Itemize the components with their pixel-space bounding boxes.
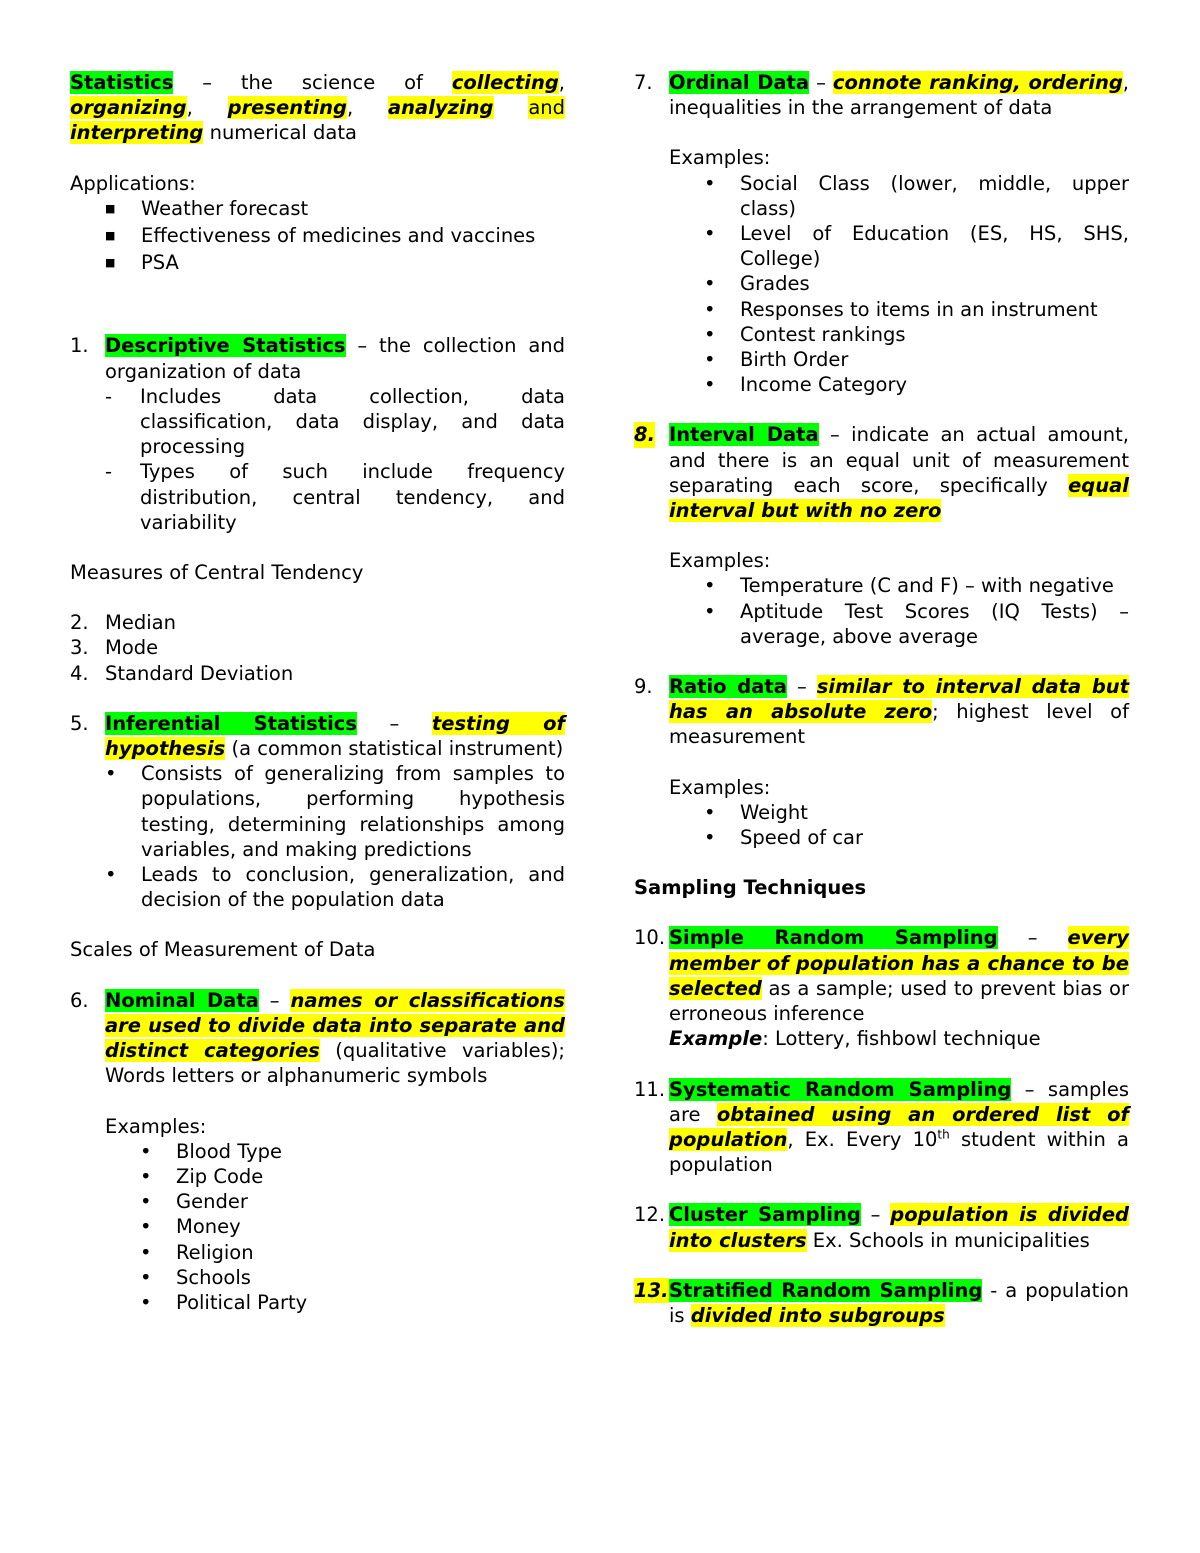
list-item: • Political Party	[140, 1290, 308, 1314]
ratio-examples	[704, 800, 1129, 850]
list-item: • Weight	[704, 800, 808, 824]
term-highlight: Statistics	[70, 71, 174, 94]
interval-data-item: 8. Interval Data – indicate an actual amount, and there is an equal unit of measurement separating each score, specifically equal interval but with no zero	[634, 423, 1129, 523]
list-item: • Level of Education (ES, HS, SHS, College)	[704, 222, 1129, 271]
statistics-definition: Statistics – the science of collecting, organizing, presenting, analyzing and interpreting numerical data	[70, 71, 566, 145]
list-item: • Speed of car	[704, 826, 864, 850]
list-item: • Schools	[140, 1265, 251, 1289]
examples-label: Examples:	[669, 146, 771, 170]
list-item: ■ Effectiveness of medicines and vaccines	[105, 224, 536, 248]
list-item: ■ Weather forecast	[105, 196, 309, 220]
list-item: • Zip Code	[140, 1164, 264, 1188]
list-item: • Birth Order	[704, 348, 849, 372]
list-item: 4. Standard Deviation	[70, 661, 294, 685]
list-item: • Blood Type	[140, 1139, 283, 1163]
list-item: - Includes data collection, data classification, data display, and data processing	[105, 384, 565, 459]
systematic-random-sampling-item: 11. Systematic Random Sampling – samples are obtained using an ordered list of population, Ex. Every 10th student within a population	[634, 1077, 1129, 1177]
list-item: • Religion	[140, 1240, 254, 1264]
list-item: • Leads to conclusion, generalization, and decision of the population data	[105, 863, 565, 912]
stratified-random-sampling-item: 13. Stratified Random Sampling - a population is divided into subgroups	[634, 1278, 1129, 1327]
simple-random-sampling-item: 10. Simple Random Sampling – every member of population has a chance to be selected as a sample; used to prevent bias or erroneous inference Example: Lottery, fishbowl technique	[634, 926, 1129, 1051]
list-item: • Contest rankings	[704, 322, 906, 346]
list-item: • Income Category	[704, 373, 908, 397]
left-column	[70, 70, 565, 1315]
descriptive-statistics-item: 1. Descriptive Statistics – the collection and organization of data	[70, 334, 566, 383]
nominal-examples	[140, 1139, 565, 1315]
list-item: ■ PSA	[105, 251, 179, 275]
examples-label: Examples:	[669, 549, 771, 573]
list-item: • Social Class (lower, middle, upper class)	[704, 171, 1129, 220]
list-item: - Types of such include frequency distribution, central tendency, and variability	[105, 460, 565, 534]
list-item: • Gender	[140, 1190, 248, 1214]
interval-examples	[704, 573, 1129, 649]
inferential-statistics-item: 5. Inferential Statistics – testing of hypothesis (a common statistical instrument)	[70, 711, 565, 761]
ordinal-examples	[704, 171, 1129, 398]
list-item: • Temperature (C and F) – with negative	[704, 574, 1114, 598]
list-item: • Grades	[704, 272, 810, 296]
list-item: • Consists of generalizing from samples to populations, performing hypothesis testing, determining relationships among variables, and making predictions	[105, 762, 565, 861]
inferential-bullets	[105, 761, 565, 912]
sampling-heading: Sampling Techniques	[634, 876, 867, 900]
examples-label: Examples:	[669, 775, 771, 799]
list-item: 3. Mode	[70, 636, 159, 660]
applications-label: Applications:	[70, 171, 196, 195]
examples-label: Examples:	[105, 1114, 207, 1138]
list-item: • Money	[140, 1215, 241, 1239]
nominal-data-item: 6. Nominal Data – names or classifications are used to divide data into separate and distinct categories (qualitative variables); Words letters or alphanumeric symbols	[70, 988, 566, 1088]
cluster-sampling-item: 12. Cluster Sampling – population is divided into clusters Ex. Schools in municipalities	[634, 1203, 1130, 1252]
scales-heading: Scales of Measurement of Data	[70, 938, 376, 962]
list-item: 2. Median	[70, 611, 176, 635]
list-item: • Responses to items in an instrument	[704, 297, 1098, 321]
list-item: • Aptitude Test Scores (IQ Tests) – average, above average	[704, 599, 1129, 648]
descriptive-sublist	[105, 384, 565, 535]
applications-list	[105, 196, 565, 276]
ordinal-data-item: 7. Ordinal Data – connote ranking, ordering, inequalities in the arrangement of data	[634, 71, 1129, 120]
ratio-data-item: 9. Ratio data – similar to interval data but has an absolute zero; highest level of measurement	[634, 675, 1130, 749]
right-column	[634, 70, 1129, 1328]
central-tendency-heading: Measures of Central Tendency	[70, 561, 364, 585]
